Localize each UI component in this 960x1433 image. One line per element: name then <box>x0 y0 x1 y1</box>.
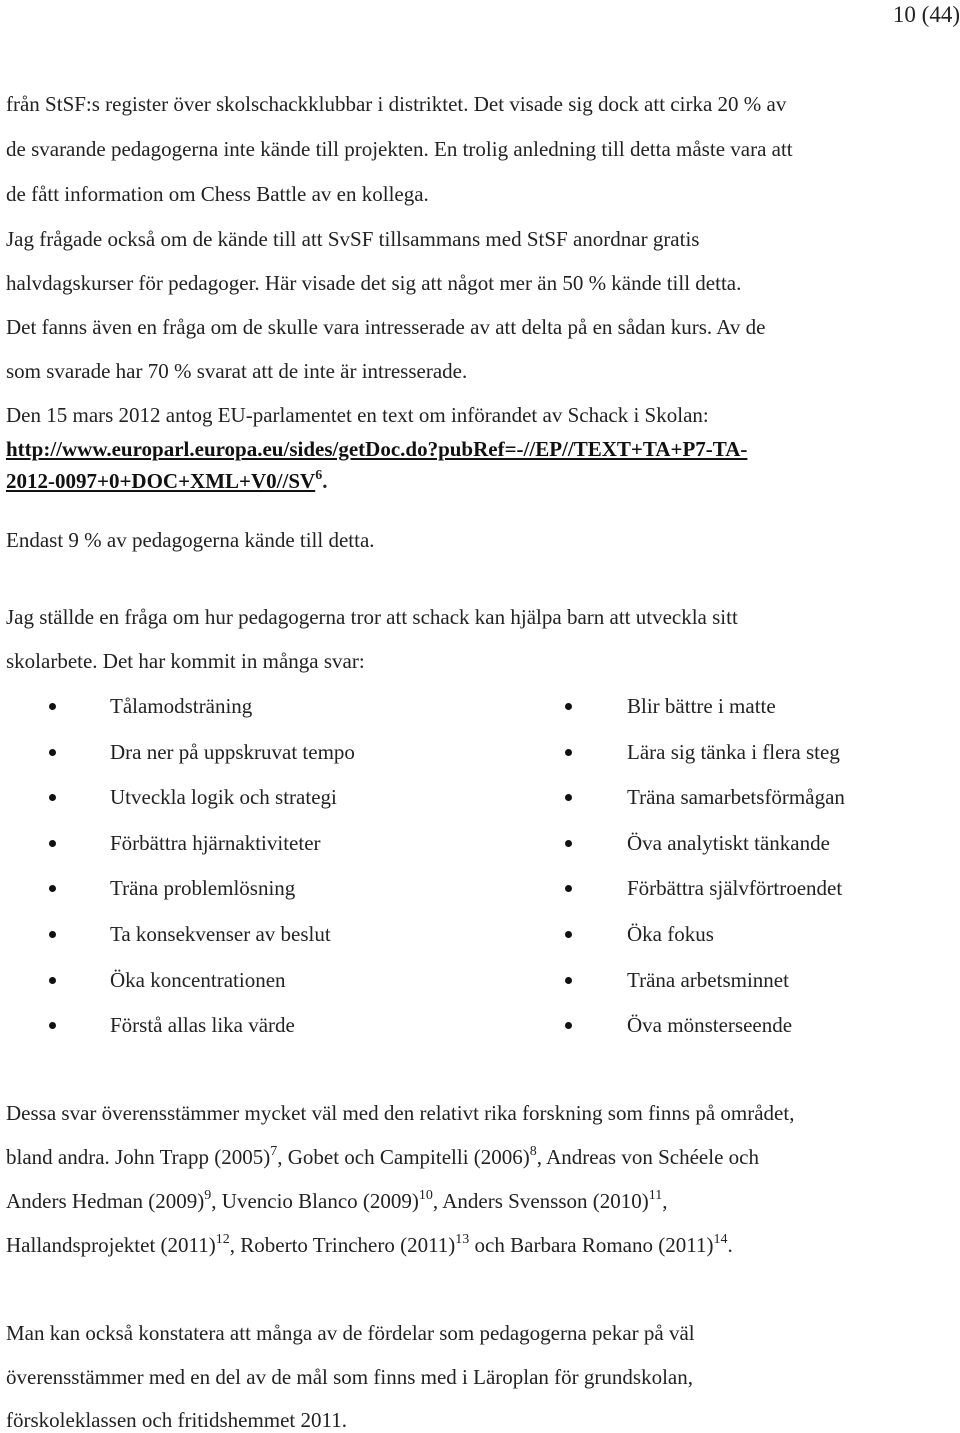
bullet-icon <box>49 703 56 710</box>
footnote-ref[interactable]: 8 <box>529 1144 537 1159</box>
europarl-link-cont[interactable]: 2012-0097+0+DOC+XML+V0//SV <box>6 469 316 493</box>
bullet-item: Förbättra hjärnaktiviteter <box>110 831 321 855</box>
bullet-icon <box>565 840 572 847</box>
text-line: de fått information om Chess Battle av en kollega. <box>6 182 429 206</box>
bullet-item: Lära sig tänka i flera steg <box>627 740 840 764</box>
bullet-item: Öva mönsterseende <box>627 1013 793 1037</box>
bullet-icon <box>565 794 572 801</box>
bullet-icon <box>49 749 56 756</box>
bullet-item: Öva analytiskt tänkande <box>627 831 830 855</box>
text-line: bland andra. John Trapp $(2005)^7$, Gobet och Campitelli $(2006)^8$, Andreas von Schéele och <box>6 1144 759 1169</box>
bullet-item: Blir bättre i matte <box>627 694 776 718</box>
link-end-punct: . <box>322 469 328 493</box>
text-line: skolarbete. Det har kommit in många svar: <box>6 649 365 673</box>
text-line: från StSF:s register över skolschackklubbar i distriktet. Det visade sig dock att cirka 20 % av <box>6 92 787 116</box>
text-line: Anders Hedman $(2009)^9$, Uvencio Blanco $(2009)^{10}$, Anders Svensson $(2010)^{11}$, <box>6 1188 668 1213</box>
bullet-icon <box>49 794 56 801</box>
bullet-icon <box>49 977 56 984</box>
footnote-ref[interactable]: 14 <box>713 1232 728 1247</box>
text-line: Jag ställde en fråga om hur pedagogerna tror att schack kan hjälpa barn att utveckla sitt <box>6 605 738 629</box>
bullet-item: Öka fokus <box>627 922 714 946</box>
footnote-ref[interactable]: 13 <box>455 1232 470 1247</box>
text-line: Endast 9 % av pedagogerna kände till detta. <box>6 528 375 552</box>
bullet-item: Förstå allas lika värde <box>110 1013 295 1037</box>
text-line: de svarande pedagogerna inte kände till projekten. En trolig anledning till detta måste vara att <box>6 137 793 161</box>
bullet-item: Träna samarbetsförmågan <box>627 785 845 809</box>
bullet-item: Öka koncentrationen <box>110 968 286 992</box>
bullet-item: Ta konsekvenser av beslut <box>110 922 331 946</box>
bullet-icon <box>565 885 572 892</box>
bullet-item: Träna problemlösning <box>110 876 296 900</box>
bullet-icon <box>565 931 572 938</box>
bullet-icon <box>49 931 56 938</box>
text-line: Hallandsprojektet $(2011)^{12}$, Roberto Trinchero $(2011)^{13}$ och Barbara Romano $(2011)^{14}$. <box>6 1232 733 1257</box>
europarl-link-line[interactable] <box>6 436 747 462</box>
text-line: som svarade har 70 % svarat att de inte är intresserade. <box>6 359 468 383</box>
text-line: förskoleklassen och fritidshemmet 2011. <box>6 1408 347 1432</box>
bullet-item: Förbättra självförtroendet <box>627 876 843 900</box>
bullet-icon <box>49 1022 56 1029</box>
text-line: Jag frågade också om de kände till att SvSF tillsammans med StSF anordnar gratis <box>6 227 700 251</box>
bullet-item: Utveckla logik och strategi <box>110 785 337 809</box>
text-line: Det fanns även en fråga om de skulle vara intresserade av att delta på en sådan kurs. Av de <box>6 315 766 339</box>
bullet-icon <box>565 1022 572 1029</box>
bullet-item: Dra ner på uppskruvat tempo <box>110 740 355 764</box>
bullet-icon <box>49 840 56 847</box>
page-number: 10 (44) <box>892 2 960 27</box>
bullet-icon <box>565 749 572 756</box>
bullet-item: Träna arbetsminnet <box>627 968 789 992</box>
text-line: Man kan också konstatera att många av de fördelar som pedagogerna pekar på väl <box>6 1321 695 1345</box>
text-line: Dessa svar överensstämmer mycket väl med den relativt rika forskning som finns på området, <box>6 1101 795 1125</box>
bullet-icon <box>565 977 572 984</box>
footnote-ref[interactable]: 12 <box>215 1232 230 1247</box>
europarl-link[interactable]: http://www.europarl.europa.eu/sides/getDoc.do?pubRef=-//EP//TEXT+TA+P7-TA- <box>6 437 748 461</box>
text-line: överensstämmer med en del av de mål som finns med i Läroplan för grundskolan, <box>6 1365 693 1389</box>
bullet-icon <box>49 885 56 892</box>
footnote-ref[interactable]: 9 <box>204 1188 212 1203</box>
europarl-link-line[interactable] <box>6 468 327 494</box>
text-line: Den 15 mars 2012 antog EU-parlamentet en text om införandet av Schack i Skolan: <box>6 403 709 427</box>
text-line: halvdagskurser för pedagoger. Här visade det sig att något mer än 50 % kände till detta. <box>6 271 742 295</box>
footnote-ref[interactable]: 11 <box>648 1188 663 1203</box>
footnote-ref[interactable]: 7 <box>270 1144 278 1159</box>
footnote-ref[interactable]: 10 <box>418 1188 433 1203</box>
bullet-item: Tålamodsträning <box>110 694 253 718</box>
footnote-ref[interactable]: 6 <box>315 468 323 483</box>
bullet-icon <box>565 703 572 710</box>
